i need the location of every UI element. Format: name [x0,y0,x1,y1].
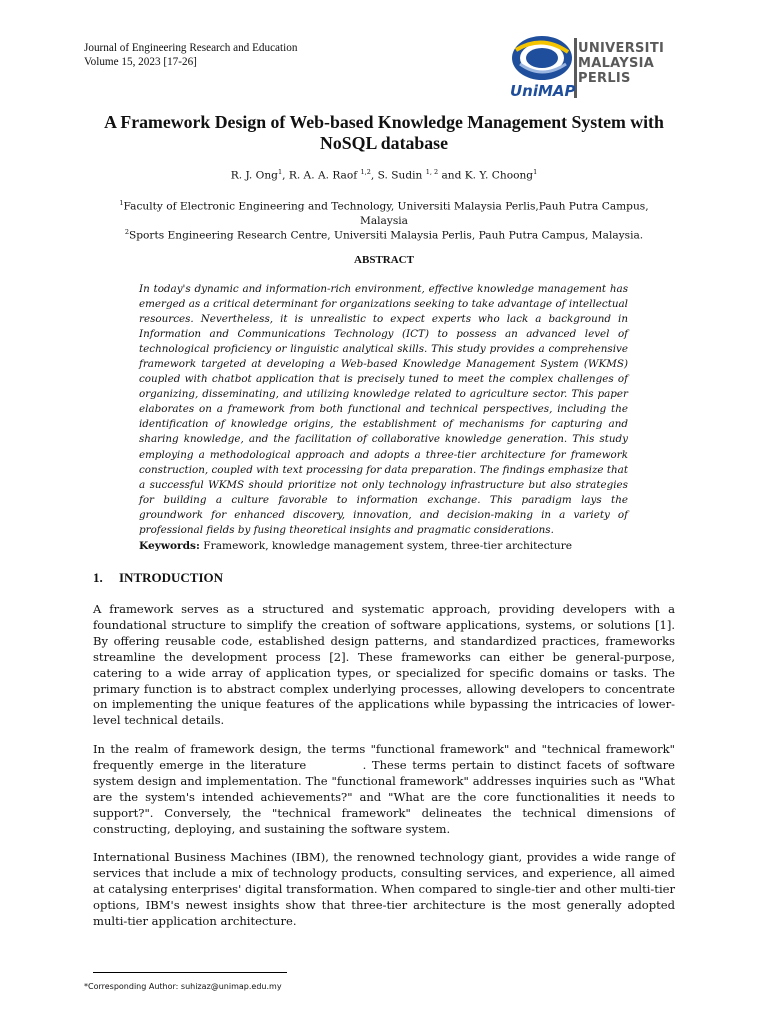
paper-title: A Framework Design of Web-based Knowledge Management System with NoSQL database [104,112,664,153]
keywords [139,540,572,552]
paragraph-1: A framework serves as a structured and systematic approach, providing developers with a foundational structure to simplify the creation of software applications, systems, or solutions [1]. By offering reusable code, established design patterns, and standardized practices, frameworks streamline the development process [2]. These frameworks can either be general-purpose, catering to a wide array of application types, or specialized for specific domains or tasks. The primary function is to abstract complex underlying processes, allowing developers to concentrate on implementing the unique features of the applications while bypassing the intricacies of lower-level technical details. [93,602,675,728]
affiliation-2 [104,225,664,243]
author-3: , S. Sudin [370,169,423,182]
affiliation-1-text: Faculty of Electronic Engineering and Technology, Universiti Malaysia Perlis,Pauh Putra Campus, Malaysia [123,200,649,227]
logo-line-1: UNIVERSITI [578,41,665,56]
journal-name: Journal of Engineering Research and Education [84,42,298,54]
section-title: INTRODUCTION [119,570,224,585]
affiliation-2-text: Sports Engineering Research Centre, Universiti Malaysia Perlis, Pauh Putra Campus, Malaysia. [128,229,644,242]
logo-emblem-text: UniMAP [510,82,576,100]
keywords-text: Framework, knowledge management system, three-tier architecture [199,540,573,552]
section-heading-introduction [93,570,223,586]
affiliation-1 [104,196,664,228]
journal-volume: Volume 15, 2023 [17-26] [84,56,197,68]
journal-header [84,41,297,69]
affiliation-1-mark: 1 [119,199,124,207]
author-2-affil: 1,2 [360,168,371,176]
abstract-body: In today's dynamic and information-rich environment, effective knowledge management has emerged as a critical determinant for organizations seeking to take advantage of intellectual resources. Nevertheless, it is unrealistic to expect experts who lack a background in Information and Communications Technology (ICT) to possess an advanced level of technological proficiency or linguistic analytical skills. This study provides a comprehensive framework targeted at developing a Web-based Knowledge Management System (WKMS) coupled with chatbot application that is precisely tuned to meet the complex challenges of organizing, disseminating, and utilizing knowledge related to agriculture sector. This paper elaborates on a framework from both functional and technical perspectives, including the identification of knowledge origins, the establishment of mechanisms for capturing and sharing knowledge, and the facilitation of collaborative knowledge generation. This study employing a methodological approach and adopts a three-tier architecture for framework construction, coupled with text processing for data preparation. The findings emphasize that a successful WKMS should prioritize not only technology infrastructure but also strategies for building a culture favorable to information exchange. This paradigm lays the groundwork for enhanced discovery, innovation, and decision-making in a variety of professional fields by fusing theoretical insights and pragmatic considerations. [139,283,628,536]
author-3-affil: 1, 2 [425,168,439,176]
author-4: and K. Y. Choong [438,169,534,182]
logo-line-3: PERLIS [578,71,631,86]
keywords-label: Keywords: [139,540,200,552]
section-number: 1. [93,570,103,585]
abstract-heading: ABSTRACT [354,254,414,266]
author-1-affil: 1 [277,168,283,176]
author-list [84,168,684,182]
logo-wordmark [578,41,664,86]
logo-line-2: MALAYSIA [578,56,655,71]
paragraph-3: International Business Machines (IBM), the renowned technology giant, provides a wide range of services that include a mix of technology products, consulting services, and experience, all aimed at catalysing enterprises' digital transformation. When compared to single-tier and other multi-tier options, IBM's newest insights show that three-tier architecture is the most generally adopted multi-tier application architecture. [93,850,675,928]
footnote: *Corresponding Author: suhizaz@unimap.edu.my [84,982,282,991]
affiliation-2-mark: 2 [124,228,129,236]
paragraph-2: In the realm of framework design, the terms "functional framework" and "technical framework" frequently emerge in the literature . These terms pertain to distinct facets of software system design and implementation. The "functional framework" addresses inquiries such as "What are the system's intended achievements?" and "What are the core functionalities it needs to support?". Conversely, the "technical framework" delineates the technical dimensions of constructing, deploying, and sustaining the software system. [93,742,679,836]
author-4-affil: 1 [533,168,538,176]
unimap-emblem-icon [512,36,572,80]
author-2: , R. A. A. Raof [282,169,358,182]
author-1: R. J. Ong [230,169,278,182]
footnote-divider [93,972,287,973]
